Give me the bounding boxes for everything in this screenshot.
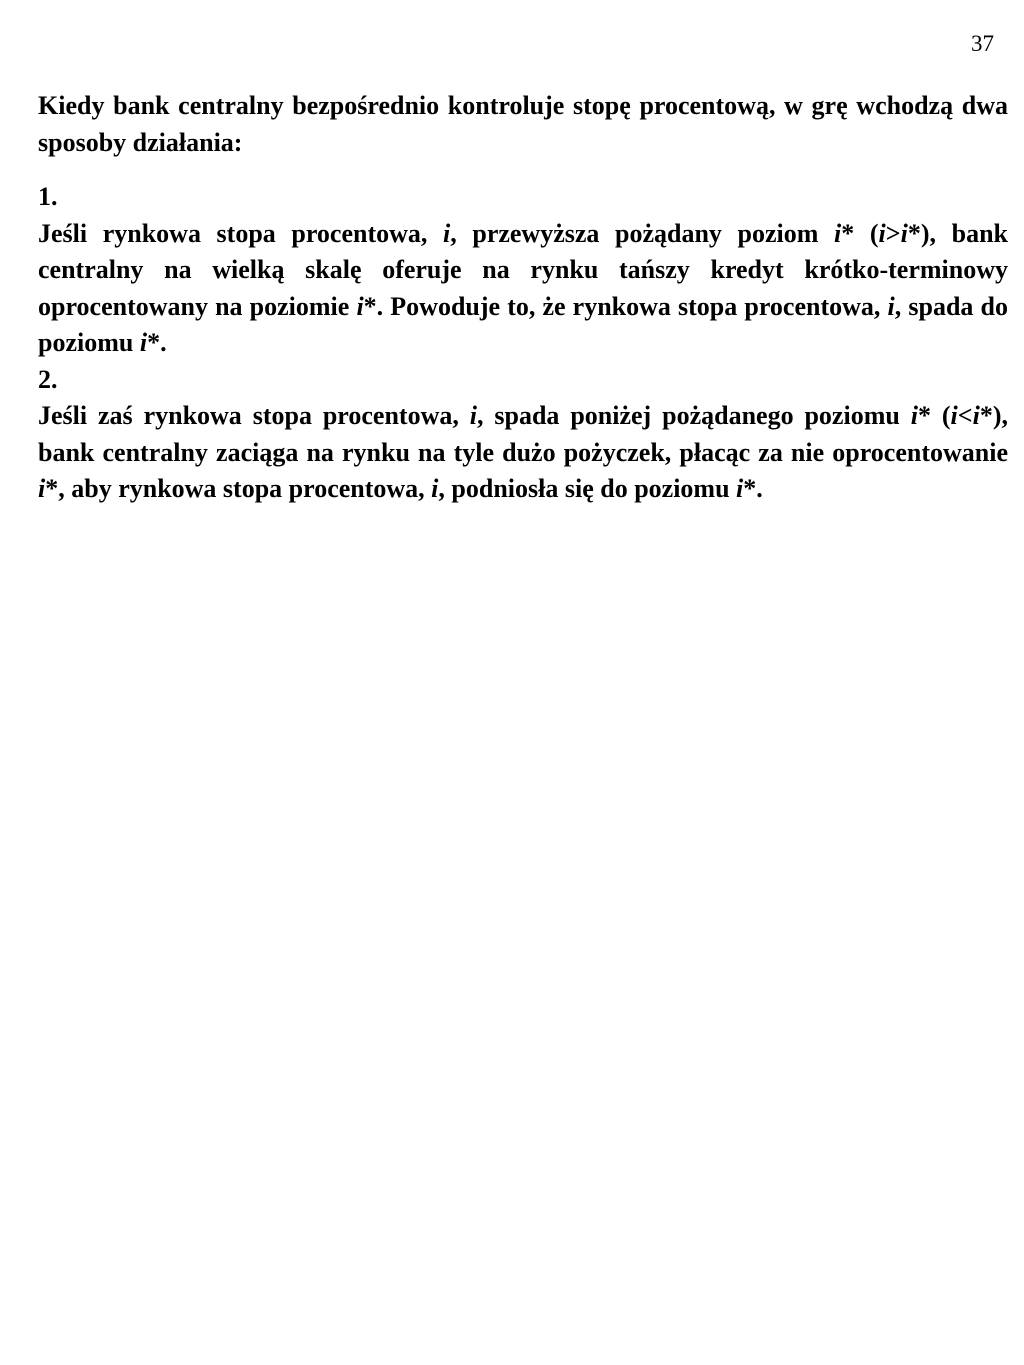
- italic-variable: i: [900, 218, 908, 248]
- italic-variable: i: [878, 218, 886, 248]
- text-segment: * (: [841, 218, 879, 248]
- text-segment: <: [957, 401, 973, 430]
- italic-variable: i: [972, 401, 980, 430]
- text-segment: *.: [147, 328, 167, 357]
- item-text: [38, 216, 1008, 362]
- italic-variable: i: [736, 474, 744, 503]
- text-segment: , podniosła się do poziomu: [438, 474, 737, 503]
- intro-paragraph: Kiedy bank centralny bezpośrednio kontroluje stopę procentową, w grę wchodzą dwa sposoby działania:: [38, 91, 1008, 157]
- list-item-1: [38, 179, 1008, 362]
- italic-variable: i: [910, 401, 918, 430]
- item-number: 1.: [38, 182, 58, 211]
- italic-variable: i: [139, 328, 148, 357]
- italic-variable: i: [887, 291, 895, 321]
- text-segment: , spada poniżej pożądanego poziomu: [476, 401, 911, 430]
- italic-variable: i: [431, 474, 439, 503]
- document-body: [38, 88, 1008, 508]
- text-segment: >: [885, 218, 901, 248]
- text-segment: *), bank centralny zaciąga na rynku na tyle dużo pożyczek, płacąc za nie oprocentowanie: [38, 401, 1008, 467]
- text-segment: , spada do poziomu: [38, 291, 1008, 357]
- text-segment: *, aby rynkowa stopa procentowa,: [45, 474, 432, 503]
- text-segment: * (: [917, 401, 951, 430]
- italic-variable: i: [469, 401, 477, 430]
- italic-variable: i: [443, 218, 451, 248]
- text-segment: , przewyższa pożądany poziom: [450, 218, 835, 248]
- text-segment: *), bank centralny na wielką skalę oferuje na rynku tańszy kredyt krótko-terminowy oprocentowany na poziomie: [38, 218, 1008, 321]
- italic-variable: i: [950, 401, 958, 430]
- italic-variable: i: [834, 218, 842, 248]
- text-segment: *. Powoduje to, że rynkowa stopa procentowa,: [363, 291, 888, 321]
- italic-variable: i: [38, 474, 46, 503]
- text-segment: Jeśli zaś rynkowa stopa procentowa,: [38, 401, 470, 430]
- text-segment: *.: [743, 474, 763, 503]
- list-item-2: [38, 362, 1008, 508]
- page-number: 37: [971, 31, 994, 56]
- text-segment: Jeśli rynkowa stopa procentowa,: [38, 218, 444, 248]
- italic-variable: i: [356, 291, 364, 321]
- item-text: [38, 398, 1008, 508]
- item-number: 2.: [38, 364, 58, 394]
